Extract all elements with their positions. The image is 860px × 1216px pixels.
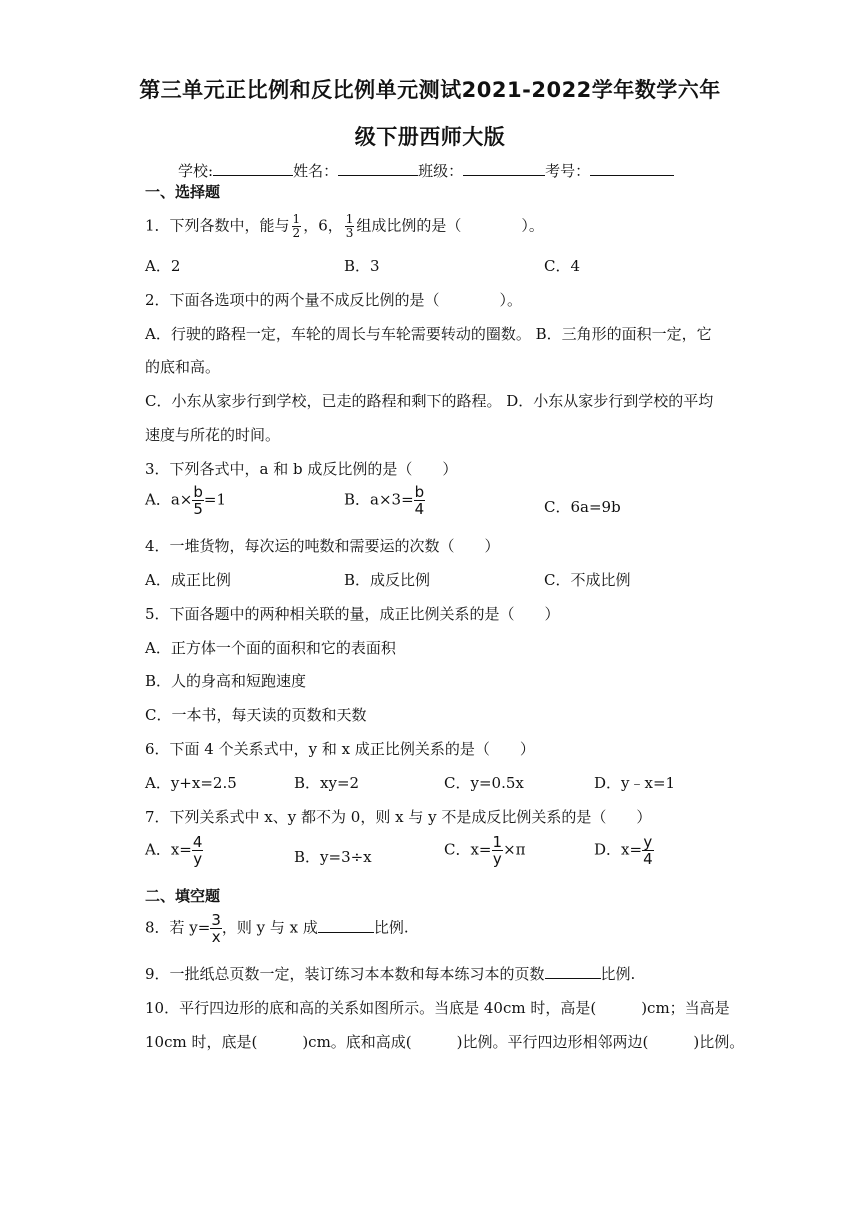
name-label: 姓名： <box>293 162 339 180</box>
q5-option-a[interactable]: A．正方体一个面的面积和它的表面积 <box>145 639 396 657</box>
fraction-denominator: 4 <box>414 500 425 518</box>
q1-suffix: 组成比例的是（ ）。 <box>356 216 544 235</box>
q7-d-prefix: D．x= <box>594 840 643 859</box>
fraction-denominator: x <box>211 928 221 946</box>
q9-suffix: 比例. <box>600 965 636 983</box>
q3-option-b[interactable] <box>344 484 425 517</box>
q4-option-a[interactable]: A．成正比例 <box>145 571 231 589</box>
q5-option-b[interactable]: B．人的身高和短跑速度 <box>145 672 307 690</box>
fraction-numerator: 1 <box>492 833 503 851</box>
fraction-numerator: 4 <box>192 833 203 851</box>
question-10-line-2: 10cm 时，底是( )cm。底和高成( )比例。平行四边形相邻两边( )比例。 <box>145 1033 745 1051</box>
fraction-one-third <box>345 213 355 240</box>
q4-option-c[interactable]: C．不成比例 <box>544 571 631 589</box>
fraction-numerator: 1 <box>345 212 354 226</box>
fraction-y-over-4 <box>642 834 654 867</box>
fraction-b-over-5 <box>192 484 204 517</box>
q1-option-a[interactable]: A．2 <box>145 257 181 275</box>
question-7-stem: 7．下列关系式中 x、y 都不为 0，则 x 与 y 不是成反比例关系的是（ ） <box>145 808 652 826</box>
q8-prefix: 8．若 y= <box>145 918 211 937</box>
section-heading-fill: 二、填空题 <box>145 887 221 905</box>
q1-middle: ，6， <box>303 216 343 235</box>
q1-prefix: 1．下列各数中，能与 <box>145 216 290 235</box>
question-4-stem: 4．一堆货物，每次运的吨数和需要运的次数（ ） <box>145 537 500 555</box>
q6-option-d[interactable]: D．y﹣x=1 <box>594 774 676 792</box>
question-2-stem: 2．下面各选项中的两个量不成反比例的是（ ）。 <box>145 291 523 309</box>
q7-c-prefix: C．x= <box>444 840 492 859</box>
fraction-1-over-y <box>492 834 504 867</box>
q6-option-c[interactable]: C．y=0.5x <box>444 774 524 792</box>
name-blank[interactable] <box>338 161 418 176</box>
q1-option-b[interactable]: B．3 <box>344 257 380 275</box>
q7-option-c[interactable] <box>444 834 526 867</box>
exam-no-blank[interactable] <box>590 161 674 176</box>
fraction-denominator: y <box>193 850 203 868</box>
fraction-denominator: 5 <box>193 500 203 518</box>
q6-option-a[interactable]: A．y+x=2.5 <box>145 774 237 792</box>
fraction-numerator: b <box>414 483 425 501</box>
q3-option-c[interactable]: C．6a=9b <box>544 498 621 516</box>
fraction-denominator: y <box>492 850 502 868</box>
q7-option-d[interactable] <box>594 834 654 867</box>
question-9 <box>145 963 635 984</box>
student-info-row <box>178 160 674 181</box>
exam-no-label: 考号： <box>545 162 591 180</box>
q9-prefix: 9．一批纸总页数一定，装订练习本本数和每本练习本的页数 <box>145 965 545 983</box>
fraction-4-over-y <box>192 834 204 867</box>
fraction-one-half <box>292 213 302 240</box>
page-title-line-1: 第三单元正比例和反比例单元测试2021-2022学年数学六年 <box>139 78 721 102</box>
q2-options-cd-line-1[interactable]: C．小东从家步行到学校，已走的路程和剩下的路程。 D．小东从家步行到学校的平均 <box>145 392 714 410</box>
question-3-stem: 3．下列各式中，a 和 b 成反比例的是（ ） <box>145 460 458 478</box>
q8-answer-blank[interactable] <box>318 918 374 933</box>
fraction-numerator: 3 <box>211 911 221 929</box>
question-8 <box>145 912 409 945</box>
q8-middle: ，则 y 与 x 成 <box>221 918 318 937</box>
q3-a-prefix: A．a× <box>145 490 193 509</box>
q8-suffix: 比例. <box>373 918 409 937</box>
q7-c-suffix: ×π <box>503 840 526 859</box>
q7-option-b[interactable]: B．y=3÷x <box>294 848 372 866</box>
q3-option-a[interactable] <box>145 484 226 517</box>
fraction-denominator: 2 <box>292 226 301 240</box>
school-blank[interactable] <box>213 161 293 176</box>
fraction-denominator: 4 <box>643 850 653 868</box>
question-6-stem: 6．下面 4 个关系式中，y 和 x 成正比例关系的是（ ） <box>145 740 535 758</box>
page-title-line-2: 级下册西师大版 <box>354 125 506 149</box>
fraction-numerator: y <box>643 833 653 851</box>
q2-options-cd-line-2[interactable]: 速度与所花的时间。 <box>145 426 281 444</box>
q2-options-ab-line-2[interactable]: 的底和高。 <box>145 358 221 376</box>
fraction-denominator: 3 <box>345 226 354 240</box>
question-5-stem: 5．下面各题中的两种相关联的量，成正比例关系的是（ ） <box>145 605 560 623</box>
class-label: 班级： <box>418 162 464 180</box>
fraction-numerator: 1 <box>292 212 301 226</box>
section-heading-choice: 一、选择题 <box>145 183 221 201</box>
q4-option-b[interactable]: B．成反比例 <box>344 571 431 589</box>
q7-a-prefix: A．x= <box>145 840 192 859</box>
q3-a-suffix: =1 <box>203 490 227 509</box>
fraction-b-over-4 <box>414 484 426 517</box>
q1-option-c[interactable]: C．4 <box>544 257 581 275</box>
q2-options-ab-line-1[interactable]: A．行驶的路程一定，车轮的周长与车轮需要转动的圈数。 B．三角形的面积一定，它 <box>145 325 712 343</box>
fraction-numerator: b <box>193 483 203 501</box>
school-label: 学校: <box>178 162 214 180</box>
q5-option-c[interactable]: C．一本书，每天读的页数和天数 <box>145 706 367 724</box>
q6-option-b[interactable]: B．xy=2 <box>294 774 360 792</box>
q7-option-a[interactable] <box>145 834 203 867</box>
question-1 <box>145 213 544 240</box>
q9-answer-blank[interactable] <box>545 964 601 979</box>
fraction-3-over-x <box>210 912 222 945</box>
q3-b-prefix: B．a×3= <box>344 490 414 509</box>
question-10-line-1: 10．平行四边形的底和高的关系如图所示。当底是 40cm 时，高是( )cm；当高是 <box>145 999 730 1017</box>
class-blank[interactable] <box>463 161 545 176</box>
